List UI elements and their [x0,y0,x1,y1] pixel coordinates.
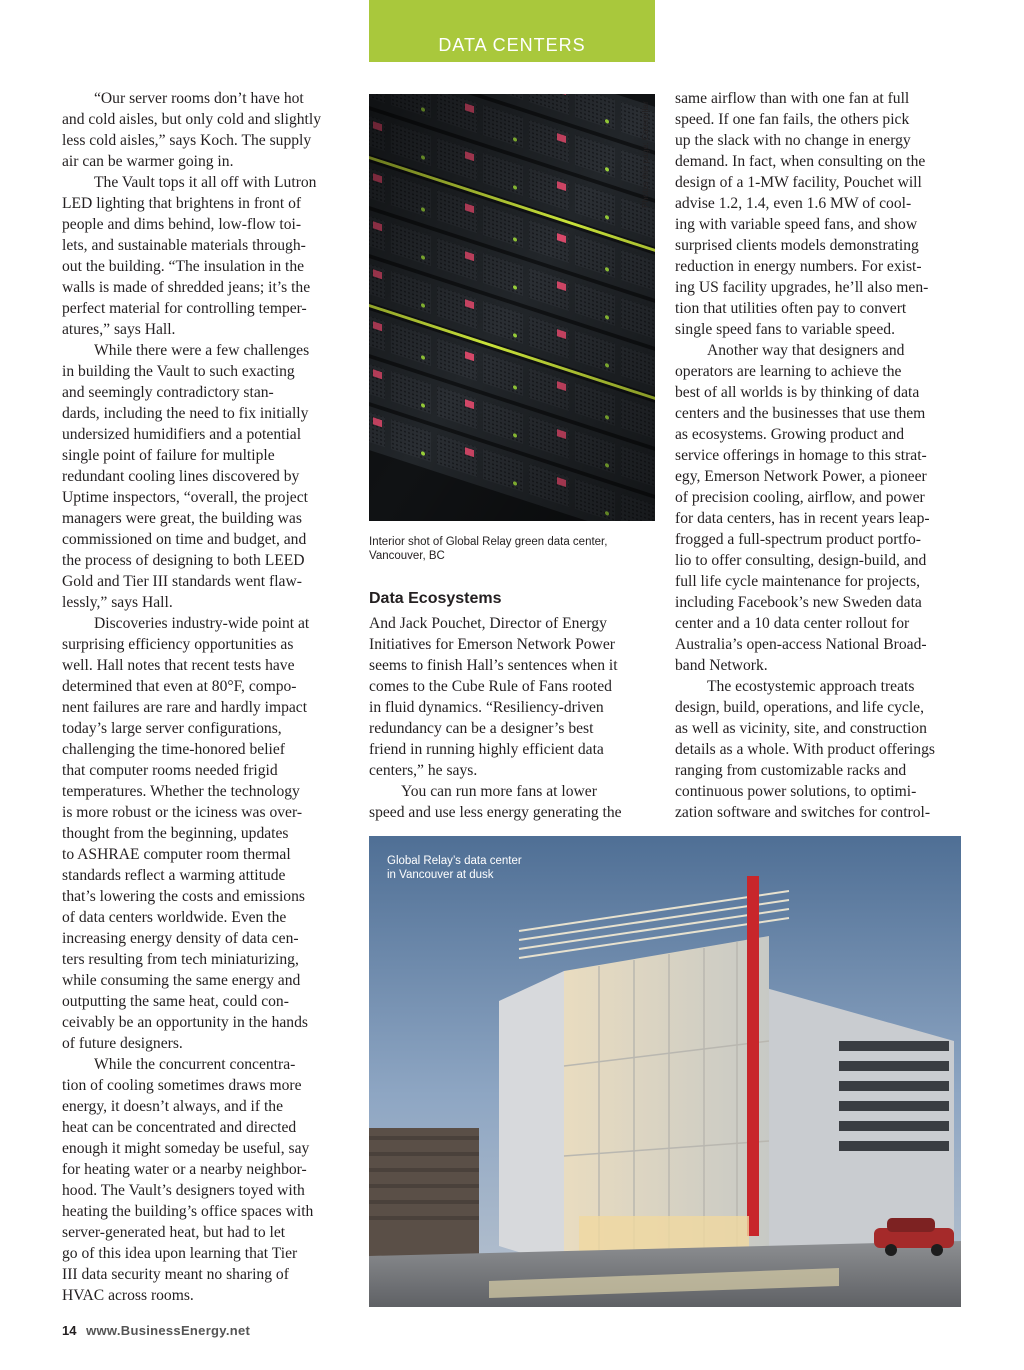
text-line: up the slack with no change in energy [675,132,911,149]
text-line: server-generated heat, but had to let [62,1224,286,1241]
text-line: and seemingly contradictory stan- [62,384,274,401]
photo-credit-text: Photos this page: Caterpillar [640,101,650,208]
text-line: operators are learning to achieve the [675,363,902,380]
text-line: lets, and sustainable materials through- [62,237,306,254]
text-line: lio to offer consulting, design-build, and [675,552,927,569]
text-line: friend in running highly efficient data [369,741,604,758]
text-line: of data centers worldwide. Even the [62,909,287,926]
text-line: Discoveries industry-wide point at [94,615,310,632]
photo-credit [640,96,650,211]
text-line: HVAC across rooms. [62,1287,194,1304]
text-line: air can be warmer going in. [62,153,234,170]
text-line: redundant cooling lines discovered by [62,468,300,485]
text-line: ceivably be an opportunity in the hands [62,1014,308,1031]
paragraph [62,88,352,172]
text-line: tion of cooling sometimes draws more [62,1077,302,1094]
text-line: redundancy can be a designer’s best [369,720,594,737]
text-line: reduction in energy numbers. For exist- [675,258,922,275]
paragraph [62,1054,352,1306]
text-line: undersized humidifiers and a potential [62,426,302,443]
text-line: dards, including the need to fix initially [62,405,309,422]
article-column-3 [675,88,965,823]
text-line: as well as vicinity, site, and construction [675,720,927,737]
text-line: centers,” he says. [369,762,478,779]
section-title: DATA CENTERS [438,35,586,55]
text-line: and cold aisles, but only cold and slightly [62,111,321,128]
text-line: surprised clients models demonstrating [675,237,919,254]
text-line: egy, Emerson Network Power, a pioneer [675,468,927,485]
article-column-2 [369,613,657,823]
building-illustration [369,836,961,1307]
text-line: The ecostystemic approach treats [707,678,915,695]
text-line: zation software and switches for control- [675,804,931,821]
text-line: of precision cooling, airflow, and power [675,489,925,506]
text-line: commissioned on time and budget, and [62,531,307,548]
text-line: full life cycle maintenance for projects, [675,573,921,590]
text-line: to ASHRAE computer room thermal [62,846,291,863]
page-footer [62,1323,250,1338]
paragraph [62,172,352,340]
server-rack-illustration [369,94,655,521]
text-line: single speed fans to variable speed. [675,321,895,338]
text-line: heating the building’s office spaces with [62,1203,314,1220]
text-line: today’s large server configurations, [62,720,282,737]
text-line: that’s lowering the costs and emissions [62,888,305,905]
text-line: for heating water or a nearby neighbor- [62,1161,307,1178]
text-line: thought from the beginning, updates [62,825,289,842]
text-line: standards reflect a warming attitude [62,867,286,884]
text-line: people and dims behind, low-flow toi- [62,216,302,233]
text-line: band Network. [675,657,768,674]
photo-caption [369,535,659,563]
text-line: managers were great, the building was [62,510,302,527]
text-line: go of this idea upon learning that Tier [62,1245,298,1262]
text-line: continuous power solutions, to optimi- [675,783,917,800]
server-rack-photo [369,94,655,521]
text-line: in fluid dynamics. “Resiliency-driven [369,699,604,716]
article-column-1 [62,88,352,1306]
text-line: the process of designing to both LEED [62,552,305,569]
text-line: design, build, operations, and life cycle, [675,699,924,716]
text-line: demand. In fact, when consulting on the [675,153,926,170]
text-line: Australia’s open-access National Broad- [675,636,927,653]
paragraph [62,613,352,1054]
section-heading: Data Ecosystems [369,590,502,607]
text-line: centers and the businesses that use them [675,405,926,422]
text-line: challenging the time-honored belief [62,741,285,758]
text-line: LED lighting that brightens in front of [62,195,302,212]
text-line: as ecosystems. Growing product and [675,426,905,443]
text-line: comes to the Cube Rule of Fans rooted [369,678,612,695]
text-line: ters resulting from tech miniaturizing, [62,951,299,968]
text-line: best of all worlds is by thinking of data [675,384,920,401]
paragraph [62,340,352,613]
text-line: speed and use less energy generating the [369,804,622,821]
text-line: “Our server rooms don’t have hot [94,90,304,107]
paragraph [675,88,965,340]
text-line: temperatures. Whether the technology [62,783,300,800]
text-line: III data security meant no sharing of [62,1266,289,1283]
text-line: surprising efficiency opportunities as [62,636,294,653]
paragraph [675,340,965,676]
text-line: tion that utilities often pay to convert [675,300,907,317]
text-line: lessly,” says Hall. [62,594,173,611]
text-line: service offerings in homage to this strat- [675,447,927,464]
text-line: While the concurrent concentra- [94,1056,296,1073]
photo-caption [387,854,522,882]
text-line: frogged a full-spectrum product portfo- [675,531,921,548]
text-line: increasing energy density of data cen- [62,930,299,947]
text-line: ing with variable speed fans, and show [675,216,918,233]
text-line: in building the Vault to such exacting [62,363,295,380]
text-line: Uptime inspectors, “overall, the project [62,489,308,506]
text-line: less cold aisles,” says Koch. The supply [62,132,312,149]
text-line: You can run more fans at lower [401,783,597,800]
text-line: same airflow than with one fan at full [675,90,910,107]
text-line: Gold and Tier III standards went flaw- [62,573,302,590]
caption-line: Global Relay’s data center [387,855,522,867]
text-line: details as a whole. With product offerings [675,741,935,758]
page-number: 14 [62,1323,77,1338]
caption-line: in Vancouver at dusk [387,869,494,881]
text-line: speed. If one fan fails, the others pick [675,111,910,128]
text-line: nent failures are rare and hardly impact [62,699,308,716]
text-line: While there were a few challenges [94,342,310,359]
text-line: that computer rooms needed frigid [62,762,278,779]
text-line: well. Hall notes that recent tests have [62,657,295,674]
text-line: atures,” says Hall. [62,321,176,338]
text-line: is more robust or the iciness was over- [62,804,303,821]
text-line: including Facebook’s new Sweden data [675,594,922,611]
text-line: while consuming the same energy and [62,972,301,989]
caption-line: Interior shot of Global Relay green data center, [369,536,608,548]
paragraph [675,676,965,823]
text-line: heat can be concentrated and directed [62,1119,297,1136]
text-line: The Vault tops it all off with Lutron [94,174,317,191]
text-line: ranging from customizable racks and [675,762,907,779]
text-line: ing US facility upgrades, he’ll also men- [675,279,929,296]
text-line: advise 1.2, 1.4, even 1.6 MW of cool- [675,195,912,212]
text-line: walls is made of shredded jeans; it’s the [62,279,311,296]
text-line: enough it might someday be useful, say [62,1140,310,1157]
text-line: center and a 10 data center rollout for [675,615,910,632]
text-line: seems to finish Hall’s sentences when it [369,657,618,674]
text-line: hood. The Vault’s designers toyed with [62,1182,305,1199]
text-line: single point of failure for multiple [62,447,275,464]
website-url: www.BusinessEnergy.net [86,1323,251,1338]
text-line: for data centers, has in recent years leap- [675,510,930,527]
caption-line: Vancouver, BC [369,550,445,562]
paragraph [369,781,657,823]
text-line: determined that even at 80°F, compo- [62,678,297,695]
text-line: energy, it doesn’t always, and if the [62,1098,283,1115]
text-line: design of a 1-MW facility, Pouchet will [675,174,922,191]
text-line: And Jack Pouchet, Director of Energy [369,615,607,632]
text-line: perfect material for controlling temper- [62,300,307,317]
text-line: out the building. “The insulation in the [62,258,305,275]
text-line: of future designers. [62,1035,183,1052]
paragraph [369,613,657,781]
text-line: Another way that designers and [707,342,905,359]
text-line: outputting the same heat, could con- [62,993,289,1010]
building-photo [369,836,961,1307]
section-header-tab [369,0,655,62]
text-line: Initiatives for Emerson Network Power [369,636,615,653]
